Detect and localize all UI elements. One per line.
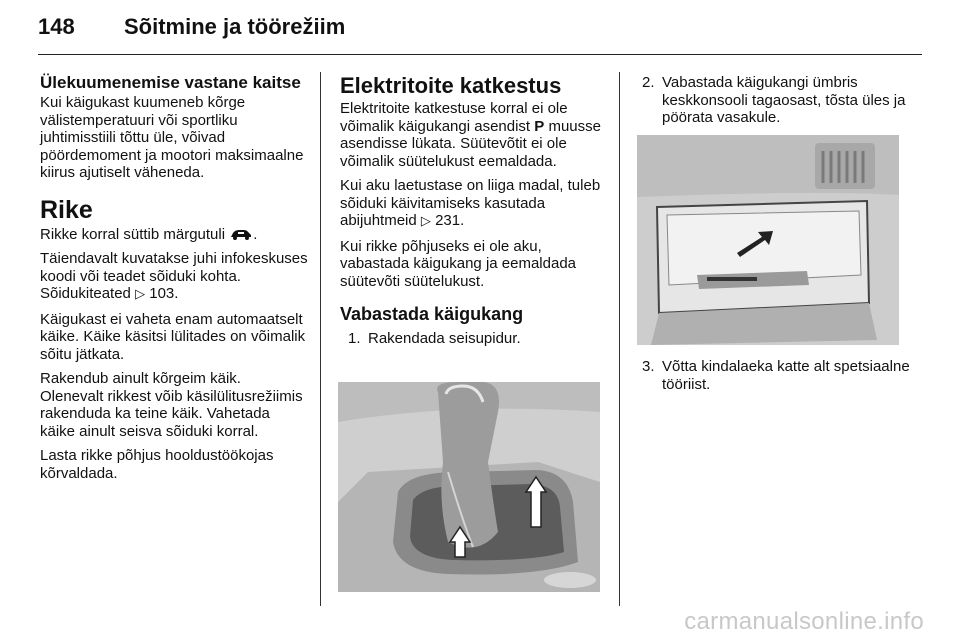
release-lever-heading: Vabastada käigukang: [340, 304, 524, 324]
power-paragraph-2: Kui aku laetustase on liiga madal, tuleb sõiduki käivitamiseks kasutada abijuhtmeid ▷ 231.: [340, 177, 601, 229]
column-divider-1: [320, 72, 321, 606]
header-divider: [38, 54, 922, 55]
reference-arrow-icon: ▷: [420, 214, 431, 229]
watermark: carmanualsonline.info: [684, 608, 924, 635]
column-3: [642, 74, 912, 127]
power-paragraph-3: Kui rikke põhjuseks ei ole aku, vabastada käigukang ja eemaldada süütevõti süütelukust.: [340, 237, 577, 290]
step-3: 3. Võtta kindalaeka katte alt spetsiaalne tööriist.: [642, 358, 910, 393]
power-paragraph-1: Elektritoite katkestuse korral ei ole võimalik käigukangi asendist P muusse asendisse lükata. Süütevõtit ei ole võimalik süütelukust eemaldada.: [340, 100, 601, 170]
page-reference-link[interactable]: 103.: [149, 285, 179, 302]
page-header: [38, 14, 345, 42]
fault-heading: Rike: [40, 195, 93, 224]
fault-paragraph-1: Rikke korral süttib märgutuli .: [40, 225, 258, 243]
fault-paragraph-3: Käigukast ei vaheta enam automaatselt käike. Käike käsitsi lülitades on võimalik sõitu jätkata.: [40, 310, 306, 363]
page-title: Sõitmine ja töörežiim: [124, 14, 346, 39]
power-failure-heading: Elektritoite katkestus: [340, 73, 562, 98]
car-wrench-icon: [229, 228, 253, 240]
column-1: [40, 74, 308, 489]
gear-lever-drawing: [338, 382, 600, 592]
fault-paragraph-2: Täiendavalt kuvatakse juhi infokeskuses koodi või teadet sõiduki kohta. Sõidukiteated ▷ 103.: [40, 250, 308, 302]
gear-position-p: P: [534, 117, 545, 135]
overheat-heading: Ülekuumenemise vastane kaitse: [40, 73, 301, 92]
fault-paragraph-4: Rakendub ainult kõrgeim käik. Olenevalt rikkest võib käsilülitusrežiimis rakenduda ka teine käik. Vahetada käike ainult seisva sõiduki korral.: [40, 370, 303, 440]
glovebox-illustration: [637, 135, 899, 345]
column-3-lower: [642, 358, 912, 393]
reference-arrow-icon: ▷: [135, 287, 146, 302]
glovebox-drawing: [637, 135, 899, 345]
column-divider-2: [619, 72, 620, 606]
step-1: 1. Rakendada seisupidur.: [348, 330, 521, 347]
page-number: 148: [38, 14, 75, 39]
gear-lever-illustration: [338, 382, 600, 592]
overheat-text: Kui käigukast kuumeneb kõrge välistemperatuuri või sportliku juhtimisstiili tõttu üle, võivad pöördemoment ja mootori maksimaalne kiirus ajutiselt väheneda.: [40, 94, 304, 181]
step-2: 2. Vabastada käigukangi ümbris keskkonsooli tagaosast, tõsta üles ja pöörata vasakule.: [642, 74, 906, 126]
fault-paragraph-5: Lasta rikke põhjus hooldustöökojas kõrvaldada.: [40, 447, 274, 482]
page-reference-link[interactable]: 231.: [435, 212, 465, 229]
column-2: [340, 74, 608, 348]
